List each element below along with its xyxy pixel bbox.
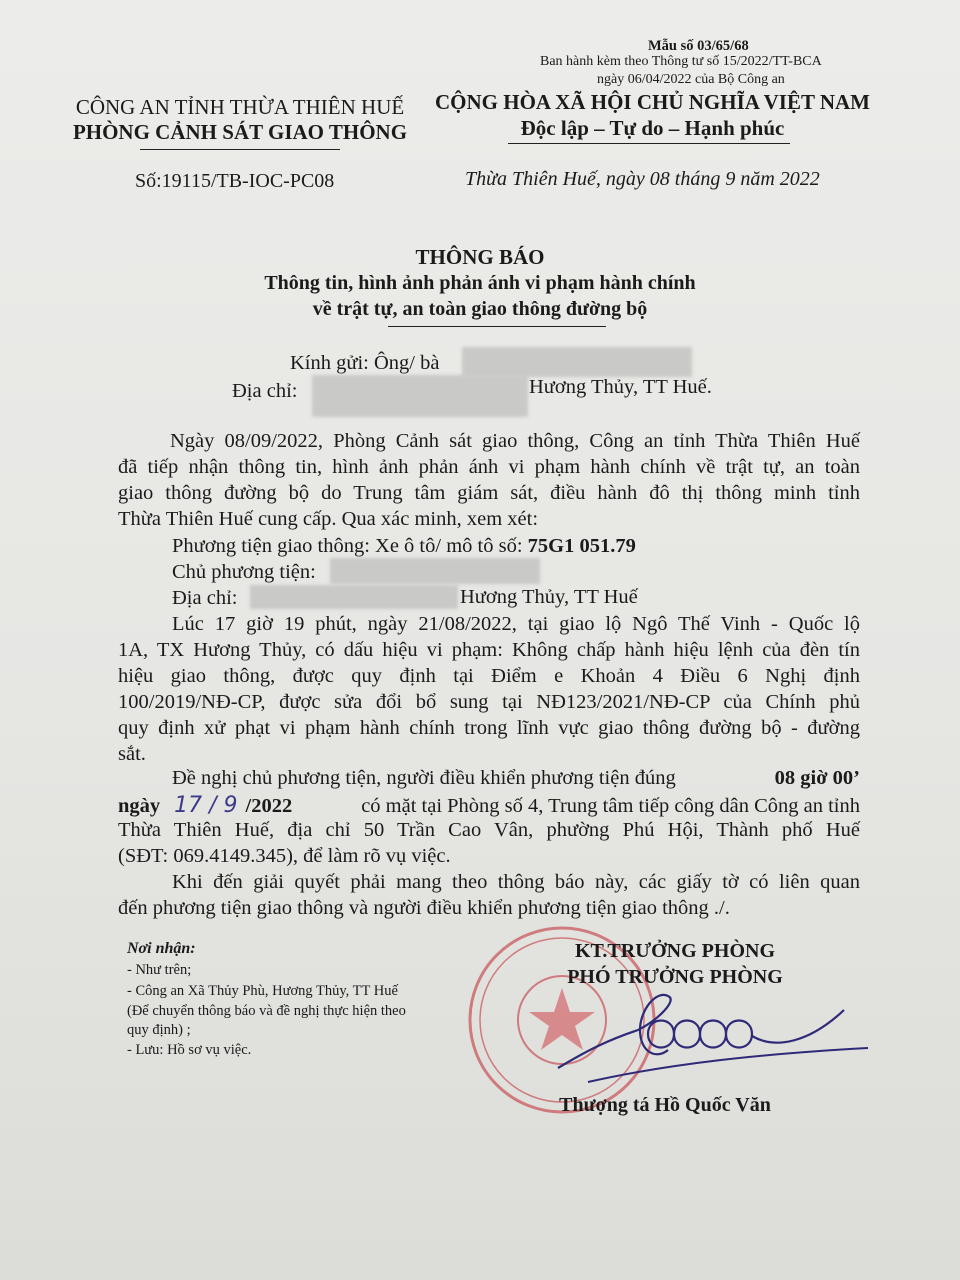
recipient-item-3: (Để chuyển thông báo và đề nghị thực hiện theo [127,1003,406,1019]
signature-subtitle: PHÓ TRƯỞNG PHÒNG [567,966,783,988]
recipient-item-2: - Công an Xã Thủy Phù, Hương Thủy, TT Huế [127,983,398,999]
request-location: có mặt tại Phòng số 4, Trung tâm tiếp công dân Công an tỉnh [361,795,860,817]
handwritten-day: 17 / 9 [174,793,238,818]
appointment-year: /2022 [245,795,293,817]
closing-line2: đến phương tiện giao thông và người điều khiển phương tiện giao thông ./. [118,897,730,919]
violation-line3: hiệu giao thông, được quy định tại Điểm e Khoản 4 Điều 6 Nghị định [118,665,860,687]
notice-subtitle-line1: Thông tin, hình ảnh phản ánh vi phạm hành chính [264,272,696,294]
recipients-title: Nơi nhận: [127,940,196,957]
day-label: ngày [118,795,161,817]
nation-title: CỘNG HÒA XÃ HỘI CHỦ NGHĨA VIỆT NAM [434,90,871,114]
recipient-item-4: quy định) ; [127,1022,191,1038]
closing-line1: Khi đến giải quyết phải mang theo thông báo này, các giấy tờ có liên quan [172,871,860,893]
notice-subtitle-line2: về trật tự, an toàn giao thông đường bộ [312,298,648,320]
appointment-time: 08 giờ 00’ [774,767,860,789]
request-line4: (SĐT: 069.4149.345), để làm rõ vụ việc. [118,845,451,867]
body-p1-line3: giao thông đường bộ do Trung tâm giám sát, điều hành đô thị thông minh tỉnh [118,482,860,504]
signature-title: KT.TRƯỞNG PHÒNG [575,940,775,962]
form-issued-with: Ban hành kèm theo Thông tư số 15/2022/TT-BCA [540,54,822,69]
request-line1 [172,767,860,790]
title-underline [388,326,606,327]
recipient-item-1: - Như trên; [127,962,192,978]
request-line3: Thừa Thiên Huế, địa chỉ 50 Trần Cao Vân, phường Phú Hội, Thành phố Huế [118,819,860,841]
recipient-address-suffix: Hương Thủy, TT Huế. [529,376,712,398]
place-and-date: Thừa Thiên Huế, ngày 08 tháng 9 năm 2022 [465,168,820,190]
recipient-item-5: - Lưu: Hồ sơ vụ việc. [127,1042,252,1058]
owner-label: Chủ phương tiện: [172,561,316,583]
agency-department: PHÒNG CẢNH SÁT GIAO THÔNG [72,120,408,144]
signature-scribble-icon [548,990,878,1100]
license-plate: 75G1 051.79 [527,535,636,557]
violation-line2: 1A, TX Hương Thủy, có dấu hiệu vi phạm: Không chấp hành hiệu lệnh của đèn tín [118,639,860,661]
body-p1-line1: Ngày 08/09/2022, Phòng Cảnh sát giao thông, Công an tỉnh Thừa Thiên Huế [170,430,860,452]
signatory-name: Thượng tá Hồ Quốc Văn [559,1094,771,1116]
notice-title: THÔNG BÁO [415,245,545,269]
owner-address-label: Địa chỉ: [172,587,238,609]
redacted-owner-name [330,558,540,584]
violation-line6: sắt. [118,743,146,765]
vehicle-label: Phương tiện giao thông: Xe ô tô/ mô tô số: [172,535,523,557]
document-reference-number: Số:19115/TB-IOC-PC08 [135,170,335,192]
recipient-label: Kính gửi: Ông/ bà [290,352,440,374]
request-text: Đề nghị chủ phương tiện, người điều khiển phương tiện đúng [172,767,676,789]
vehicle-line [172,535,636,558]
violation-line4: 100/2019/NĐ-CP, được sửa đổi bổ sung tại NĐ123/2021/NĐ-CP của Chính phủ [118,691,860,713]
violation-line5: quy định xử phạt vi phạm hành chính trong lĩnh vực giao thông đường bộ - đường [118,717,860,739]
motto-underline [508,143,790,144]
request-line2 [118,793,860,818]
body-p1-line2: đã tiếp nhận thông tin, hình ảnh phản ánh vi phạm hành chính về trật tự, an toàn [118,456,860,478]
redacted-recipient-address [312,375,528,417]
violation-line1: Lúc 17 giờ 19 phút, ngày 21/08/2022, tại giao lộ Ngô Thế Vinh - Quốc lộ [172,613,860,635]
body-p1-line4: Thừa Thiên Huế cung cấp. Qua xác minh, xem xét: [118,508,539,530]
agency-name: CÔNG AN TỈNH THỪA THIÊN HUẾ [75,95,405,119]
redacted-owner-address [250,585,458,609]
agency-underline [140,149,340,150]
owner-address-suffix: Hương Thủy, TT Huế [460,586,638,608]
form-issued-date: ngày 06/04/2022 của Bộ Công an [597,72,785,87]
redacted-recipient-name [462,347,692,377]
recipient-address-label: Địa chỉ: [232,380,298,402]
form-number: Mẫu số 03/65/68 [648,38,749,54]
nation-motto: Độc lập – Tự do – Hạnh phúc [520,116,785,140]
